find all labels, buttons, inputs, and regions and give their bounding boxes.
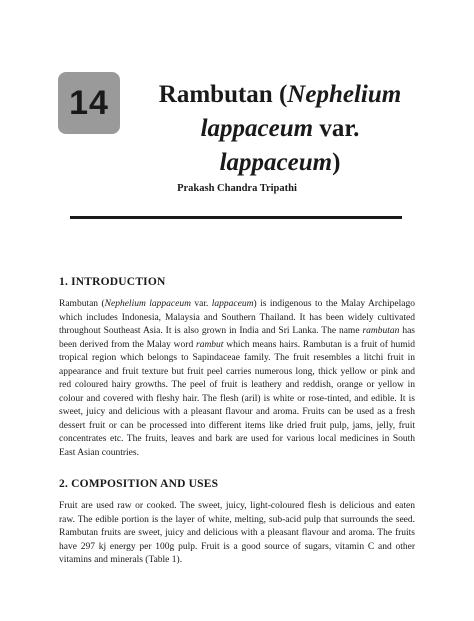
title-text: Rambutan ( (158, 81, 288, 108)
section-paragraph (59, 298, 415, 460)
para-italic: rambutan (362, 326, 400, 336)
section-paragraph: Fruit are used raw or cooked. The sweet, juicy, light-coloured flesh is delicious and eaten raw. The edible portion is the layer of white, melting, sub-acid pulp that surrounds the seed. Rambutan fruits are sweet, juicy and delicious with a pleasant flavour and aroma. The fruits have 297 kj energy per 100g pulp. Fruit is a good source of sugars, vitamin C and other vitamins and minerals (Table 1). (59, 501, 415, 565)
chapter-title-line-1 (150, 78, 410, 112)
section-composition-and-uses (59, 478, 415, 568)
para-text: which means hairs. Rambutan is a fruit of humid tropical region which belongs to Sapindaceae family. The fruit resembles a litchi fruit in appearance and fruit texture but fruit peel carries numerous long, thick yellow or pink and red coloured hairy growths. The peel of fruit is leathery and reddish, orange or yellow in colour and covered with fleshy hair. The flesh (aril) is white or rose-tinted, and edible. It is sweet, juicy and delicious with a pleasant flavour and aroma. Fruits can be used as a fresh dessert fruit or can be processed into different items like dried fruit pulp, jams, jelly, fruit concentrates etc. The fruits, leaves and bark are used for various local medicines in South East Asian countries. (59, 339, 415, 458)
section-heading: 2. COMPOSITION AND USES (59, 478, 219, 490)
chapter-title (150, 78, 410, 180)
title-close-paren: ) (332, 149, 341, 176)
chapter-title-line-2 (150, 112, 410, 180)
title-divider (70, 216, 402, 219)
section-heading: 1. INTRODUCTION (59, 276, 166, 288)
para-italic: Nephelium lappaceum (104, 299, 191, 309)
chapter-body (59, 276, 415, 568)
para-italic: rambut (196, 339, 224, 350)
para-text: ) is indigenous to the Malay Archipelago which includes Indonesia, Malaysia and Southern Thailand. It has been widely cultivated throughout Southeast Asia. It is also grown in India and Sri Lanka. The name (59, 299, 415, 336)
title-italic-variety: lappaceum (219, 149, 333, 176)
chapter-number-badge (58, 72, 120, 134)
para-text: var. (190, 299, 212, 309)
chapter-number: 14 (69, 83, 109, 122)
title-italic-species: lappaceum (200, 115, 314, 142)
author-name: Prakash Chandra Tripathi (177, 183, 297, 194)
para-text: Rambutan ( (59, 299, 105, 309)
para-text: has been derived from the Malay word (59, 326, 416, 350)
section-introduction (59, 276, 415, 460)
title-italic-genus: Nephelium (287, 81, 402, 108)
para-italic: lappaceum (211, 299, 254, 309)
title-text-var: var. (313, 115, 360, 142)
